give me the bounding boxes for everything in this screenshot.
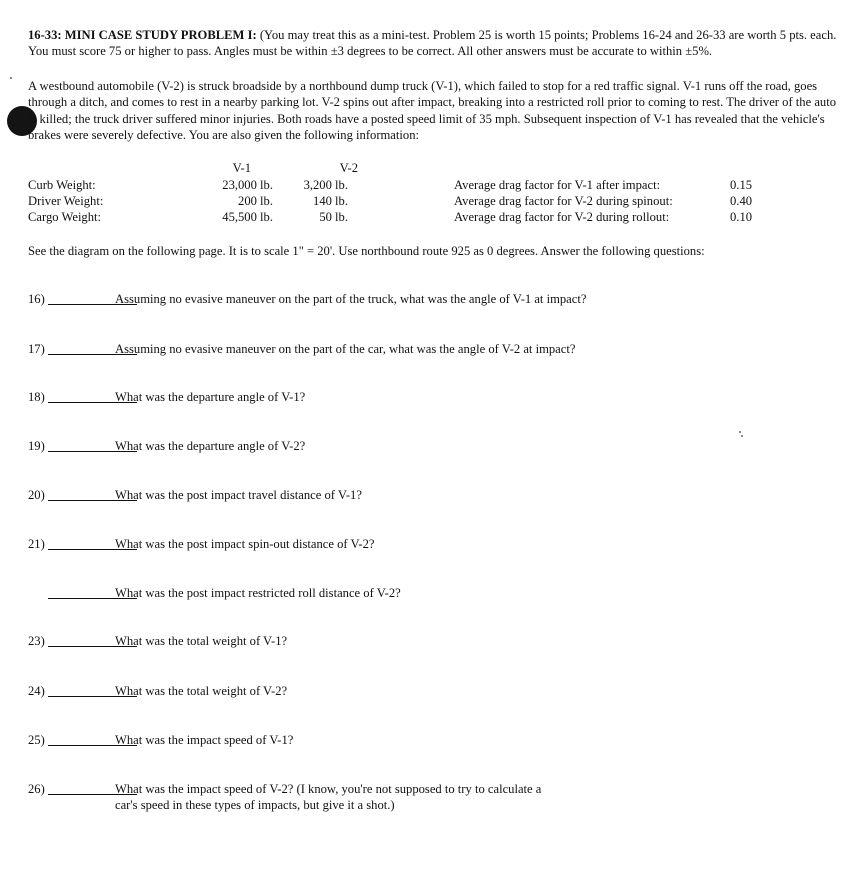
scan-speck bbox=[741, 435, 743, 437]
question-number: 23) bbox=[28, 634, 45, 648]
question-item bbox=[28, 536, 843, 554]
question-number: 21) bbox=[28, 537, 45, 551]
question-number: 20) bbox=[28, 488, 45, 502]
question-item bbox=[28, 487, 843, 505]
problem-header bbox=[28, 27, 843, 60]
drag-factor-label: Average drag factor for V-2 during rollout: bbox=[454, 210, 670, 224]
question-item bbox=[28, 585, 843, 603]
question-text: What was the total weight of V-1? bbox=[115, 634, 288, 648]
row-label: Curb Weight: bbox=[28, 178, 96, 192]
v1-value: 200 lb. bbox=[238, 194, 273, 208]
question-number: 17) bbox=[28, 342, 45, 356]
diagram-instructions: See the diagram on the following page. It is to scale 1" = 20'. Use northbound route 925 as 0 degrees. Answer the following questions: bbox=[28, 244, 705, 258]
question-item bbox=[28, 389, 843, 407]
table-row bbox=[28, 177, 843, 193]
question-item bbox=[28, 341, 843, 359]
table-row bbox=[28, 209, 843, 225]
question-text: Assuming no evasive maneuver on the part of the car, what was the angle of V-2 at impact? bbox=[115, 342, 576, 356]
header-instructions: (You may treat this as a mini-test. Problem 25 is worth 15 points; Problems 16-24 and 26-33 are worth 5 pts. each. You must score 75 or higher to pass. Angles must be within ±3 degrees to be correct. All other answers must be accurate to within ±5%. bbox=[28, 28, 837, 59]
question-text: What was the impact speed of V-2? (I know, you're not supposed to try to calculate a car's speed in these types of impacts, but give it a shot.) bbox=[115, 782, 542, 813]
question-number: 16) bbox=[28, 292, 45, 306]
row-label: Cargo Weight: bbox=[28, 210, 102, 224]
question-text: What was the post impact spin-out distance of V-2? bbox=[115, 537, 375, 551]
header-title: 16-33: MINI CASE STUDY PROBLEM I: bbox=[28, 28, 257, 42]
vehicle-table-header bbox=[28, 160, 843, 176]
drag-factor-label: Average drag factor for V-2 during spinout: bbox=[454, 194, 673, 208]
question-number: 19) bbox=[28, 439, 45, 453]
question-text: What was the total weight of V-2? bbox=[115, 684, 288, 698]
scan-speck bbox=[10, 77, 12, 79]
v1-value: 45,500 lb. bbox=[222, 210, 273, 224]
v1-column-header: V-1 bbox=[232, 161, 251, 175]
scan-speck bbox=[739, 431, 741, 433]
question-item bbox=[28, 633, 843, 651]
question-text: Assuming no evasive maneuver on the part of the truck, what was the angle of V-1 at impact? bbox=[115, 292, 587, 306]
question-text: What was the post impact restricted roll distance of V-2? bbox=[115, 586, 401, 600]
table-row bbox=[28, 193, 843, 209]
question-item bbox=[28, 438, 843, 456]
question-text: What was the departure angle of V-2? bbox=[115, 439, 306, 453]
drag-factor-value: 0.15 bbox=[730, 178, 753, 192]
v2-value: 50 lb. bbox=[319, 210, 348, 224]
drag-factor-value: 0.40 bbox=[730, 194, 753, 208]
question-item bbox=[28, 732, 843, 750]
question-item bbox=[28, 683, 843, 701]
row-label: Driver Weight: bbox=[28, 194, 104, 208]
v1-value: 23,000 lb. bbox=[222, 178, 273, 192]
v2-value: 3,200 lb. bbox=[303, 178, 348, 192]
question-number: 26) bbox=[28, 782, 45, 796]
v2-value: 140 lb. bbox=[313, 194, 348, 208]
v2-column-header: V-2 bbox=[339, 161, 358, 175]
question-item bbox=[28, 291, 843, 309]
question-text: What was the departure angle of V-1? bbox=[115, 390, 306, 404]
question-number: 18) bbox=[28, 390, 45, 404]
drag-factor-label: Average drag factor for V-1 after impact: bbox=[454, 178, 661, 192]
case-description: A westbound automobile (V-2) is struck broadside by a northbound dump truck (V-1), which failed to stop for a red traffic signal. V-1 runs off the road, goes through a ditch, and comes to rest in a nearby parking lot. V-2 spins out after impact, breaking into a restricted roll prior to coming to rest. The driver of the auto is killed; the truck driver suffered minor injuries. Both roads have a posted speed limit of 35 mph. Subsequent inspection of V-1 has revealed that the vehicle's brakes were severely defective. You are also given the following information: bbox=[28, 79, 837, 143]
question-item bbox=[28, 781, 843, 815]
question-text: What was the impact speed of V-1? bbox=[115, 733, 294, 747]
question-text: What was the post impact travel distance of V-1? bbox=[115, 488, 362, 502]
drag-factor-value: 0.10 bbox=[730, 210, 753, 224]
question-number: 25) bbox=[28, 733, 45, 747]
question-number: 24) bbox=[28, 684, 45, 698]
